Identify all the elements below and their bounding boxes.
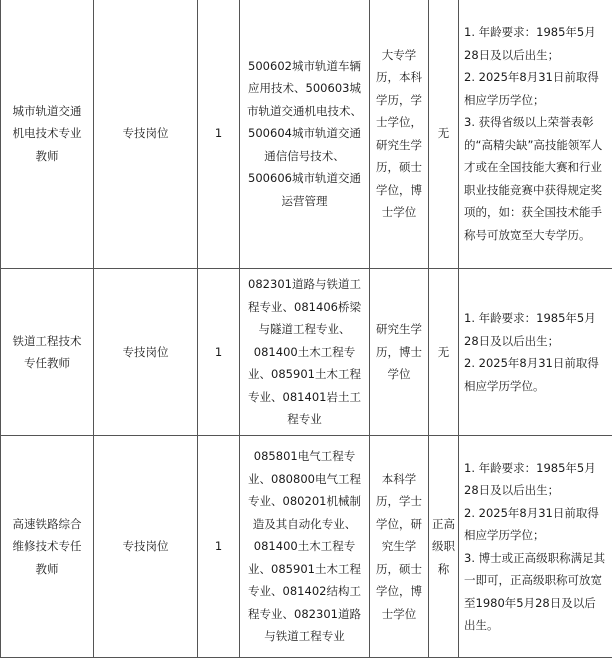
title-cell: 无 [429, 0, 459, 269]
requirements-cell [459, 436, 612, 658]
post-name-cell: 高速铁路综合维修技术专任教师 [1, 436, 94, 658]
education-cell: 大专学历，本科学历，学士学位，研究生学历，硕士学位，博士学位 [370, 0, 429, 269]
title-cell: 正高级职称 [429, 436, 459, 658]
requirement-item: 2. 2025年8月31日前取得相应学历学位； [464, 505, 599, 542]
requirement-item: 3. 博士或正高级职称满足其一即可，正高级职称可放宽至1980年5月28日及以后出生。 [464, 550, 606, 632]
major-cell: 500602城市轨道车辆应用技术、500603城市轨道交通机电技术、500604城市轨道交通通信信号技术、500606城市轨道交通运营管理 [240, 0, 370, 269]
headcount-cell: 1 [198, 436, 240, 658]
post-type-cell: 专技岗位 [94, 269, 198, 436]
requirements-cell [459, 269, 612, 436]
major-cell: 085801电气工程专业、080800电气工程专业、080201机械制造及其自动化专业、081400土木工程专业、085901土木工程专业、081402结构工程专业、082301道路与铁道工程专业 [240, 436, 370, 658]
post-name-cell: 城市轨道交通机电技术专业教师 [1, 0, 94, 269]
table-row [1, 269, 612, 436]
title-cell: 无 [429, 269, 459, 436]
post-name-cell: 铁道工程技术专任教师 [1, 269, 94, 436]
requirement-item: 1. 年龄要求：1985年5月28日及以后出生； [464, 311, 596, 348]
requirement-item: 3. 获得省级以上荣誉表彰的“高精尖缺”高技能领军人才或在全国技能大赛和行业职业技能竞赛中获得规定奖项的，如：获全国技术能手称号可放宽至大专学历。 [464, 115, 603, 242]
education-cell: 研究生学历，博士学位 [370, 269, 429, 436]
headcount-cell: 1 [198, 269, 240, 436]
requirement-item: 2. 2025年8月31日前取得相应学历学位； [464, 70, 599, 107]
requirements-cell [459, 0, 612, 269]
post-type-cell: 专技岗位 [94, 0, 198, 269]
requirement-item: 2. 2025年8月31日前取得相应学历学位。 [464, 356, 599, 393]
major-cell: 082301道路与铁道工程专业、081406桥梁与隧道工程专业、081400土木工程专业、085901土木工程专业、081401岩土工程专业 [240, 269, 370, 436]
education-cell: 本科学历，学士学位，研究生学历，硕士学位，博士学位 [370, 436, 429, 658]
requirement-item: 1. 年龄要求：1985年5月28日及以后出生； [464, 25, 596, 62]
table-row [1, 0, 612, 269]
table-row [1, 436, 612, 658]
post-type-cell: 专技岗位 [94, 436, 198, 658]
headcount-cell: 1 [198, 0, 240, 269]
requirement-item: 1. 年龄要求：1985年5月28日及以后出生； [464, 460, 596, 497]
